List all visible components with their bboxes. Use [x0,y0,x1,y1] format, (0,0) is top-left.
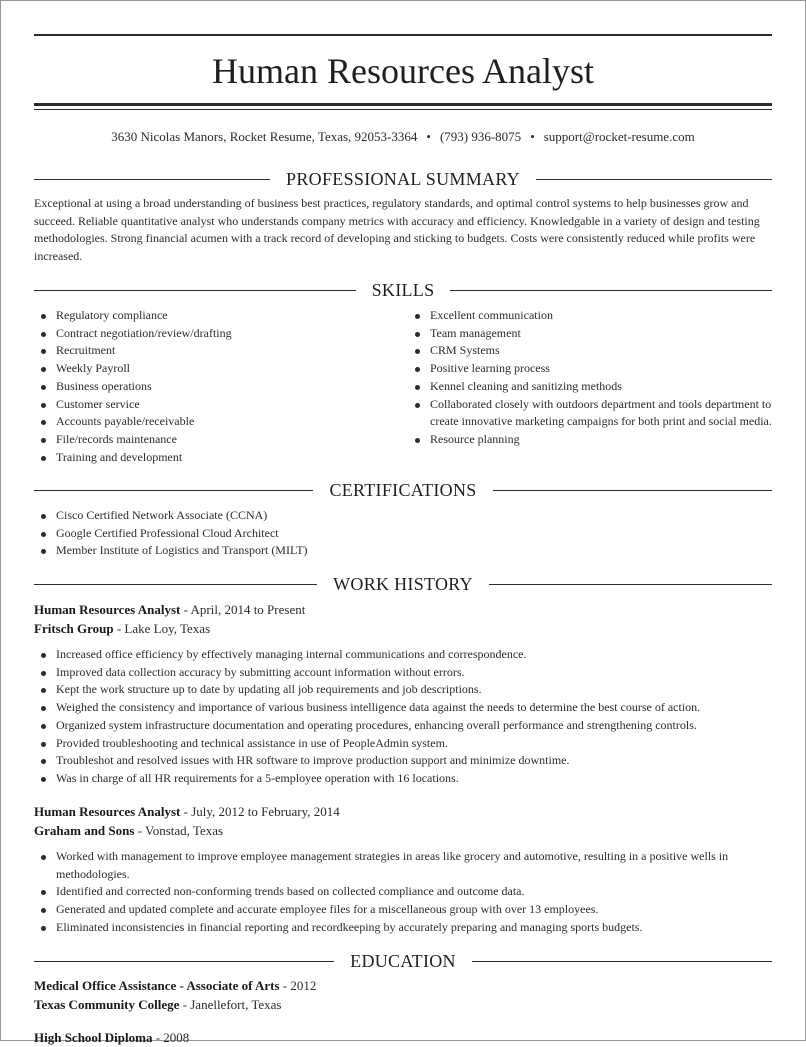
list-item: Generated and updated complete and accurate employee files for a miscellaneous group with over 13 employees. [34,901,772,919]
contact-address: 3630 Nicolas Manors, Rocket Resume, Texas, 92053-3364 [111,129,418,144]
job-company: Fritsch Group [34,621,114,636]
list-item: Kept the work structure up to date by updating all job requirements and job descriptions. [34,681,772,699]
section-title: WORK HISTORY [333,573,473,594]
contact-separator: • [426,129,431,144]
job-bullets [34,848,772,937]
list-item: Recruitment [34,342,394,360]
list-item: Worked with management to improve employee management strategies in areas like grocery and automotive, resulting in a positive wells in methodologies. [34,848,772,883]
job-location: - Lake Loy, Texas [113,621,211,636]
education-degree-line [34,1029,772,1047]
job-bullets [34,646,772,788]
job-company-line [34,620,772,638]
list-item: Resource planning [408,431,772,449]
education-school: Texas Community College [34,997,180,1012]
list-item: Weighed the consistency and importance of various business intelligence data against the needs to determine the best course of action. [34,699,772,717]
list-item: Organized system infrastructure documentation and operating procedures, enhancing overall performance and strengthening controls. [34,717,772,735]
education-degree: Medical Office Assistance - Associate of Arts [34,978,280,993]
list-item: Customer service [34,396,394,414]
certifications-list [34,507,772,560]
list-item: Provided troubleshooting and technical assistance in use of PeopleAdmin system. [34,735,772,753]
heading-rule [34,290,356,291]
list-item: Kennel cleaning and sanitizing methods [408,378,772,396]
section-title: EDUCATION [350,950,456,971]
list-item: Identified and corrected non-conforming trends based on collected compliance and outcome data. [34,883,772,901]
list-item: Weekly Payroll [34,360,394,378]
list-item: Eliminated inconsistencies in financial reporting and recordkeeping by accurately preparing and managing sports budgets. [34,919,772,937]
job-company-line [34,822,772,840]
list-item: Google Certified Professional Cloud Architect [34,525,772,543]
heading-rule [493,490,772,491]
section-heading-education [34,950,772,972]
heading-rule [34,490,313,491]
section-heading-certifications [34,479,772,501]
education-year: - 2012 [279,978,317,993]
job-dates: - April, 2014 to Present [180,602,306,617]
title-rule-thick [34,103,772,106]
heading-rule [34,961,334,962]
contact-phone: (793) 936-8075 [439,129,522,144]
list-item: Excellent communication [408,307,772,325]
section-title: CERTIFICATIONS [329,479,477,500]
list-item: Improved data collection accuracy by submitting account information without errors. [34,664,772,682]
summary-text: Exceptional at using a broad understanding of business best practices, regulatory standards, and optimal control systems to help businesses grow and succeed. Reliable quantitative analyst who understands company metrics with accuracy and efficiency. Knowledgable in a variety of design and testing methodologies. Strong financial acumen with a track record of developing and sticking to budgets. Costs were consistently reduced while profits were increased. [34,196,760,263]
title-rule-thin [34,109,772,110]
top-rule [34,34,772,36]
list-item: File/records maintenance [34,431,394,449]
list-item: Collaborated closely with outdoors department and tools department to create innovative marketing campaigns for both print and social media. [408,396,772,431]
section-heading-work [34,573,772,595]
heading-rule [34,179,270,180]
section-title: SKILLS [371,279,435,300]
resume-title: Human Resources Analyst [212,51,594,91]
job-company: Graham and Sons [34,823,135,838]
education-degree-line [34,977,772,995]
list-item: Accounts payable/receivable [34,413,394,431]
list-item: Positive learning process [408,360,772,378]
list-item: Was in charge of all HR requirements for a 5-employee operation with 16 locations. [34,770,772,788]
heading-rule [34,584,317,585]
list-item: CRM Systems [408,342,772,360]
job-title-line [34,601,772,619]
contact-email[interactable]: support@rocket-resume.com [543,129,695,144]
list-item: Regulatory compliance [34,307,394,325]
job-location: - Vonstad, Texas [134,823,224,838]
heading-rule [472,961,772,962]
list-item: Troubleshot and resolved issues with HR software to improve production support and minimize downtime. [34,752,772,770]
contact-separator: • [530,129,535,144]
heading-rule [489,584,772,585]
section-title: PROFESSIONAL SUMMARY [286,168,520,189]
job-title: Human Resources Analyst [34,602,181,617]
list-item: Contract negotiation/review/drafting [34,325,394,343]
list-item: Team management [408,325,772,343]
skills-list-right [408,307,772,449]
list-item: Increased office efficiency by effectively managing internal communications and correspondence. [34,646,772,664]
list-item: Training and development [34,449,394,467]
job-title-line [34,803,772,821]
section-heading-summary [34,168,772,190]
list-item: Business operations [34,378,394,396]
education-school-line [34,996,772,1014]
list-item: Cisco Certified Network Associate (CCNA) [34,507,772,525]
heading-rule [536,179,772,180]
education-degree: High School Diploma [34,1030,153,1045]
section-heading-skills [34,279,772,301]
job-dates: - July, 2012 to February, 2014 [180,804,340,819]
heading-rule [450,290,772,291]
education-year: - 2008 [152,1030,190,1045]
list-item: Member Institute of Logistics and Transport (MILT) [34,542,772,560]
job-title: Human Resources Analyst [34,804,181,819]
skills-list-left [34,307,394,466]
contact-line [34,128,772,146]
education-location: - Janellefort, Texas [179,997,282,1012]
